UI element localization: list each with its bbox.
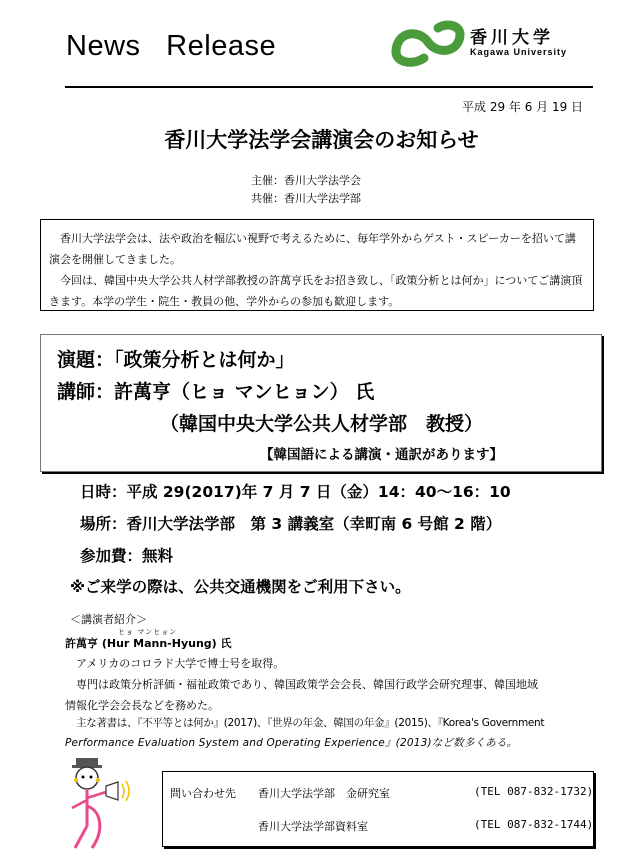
university-name-en: Kagawa University xyxy=(470,47,568,57)
interpretation-note: 【韓国語による講演・通訳があります】 xyxy=(260,447,503,463)
news-release-heading: News Release xyxy=(66,30,277,62)
host-organizer: 主催：香川大学法学会 xyxy=(251,174,361,187)
event-fee: 参加費：無料 xyxy=(80,547,174,565)
profile-line-3: 情報化学会会長などを務めた。 xyxy=(65,699,219,712)
contact-tel-1: (TEL 087-832-1732) xyxy=(474,785,594,798)
profile-line-2: 専門は政策分析評価・福祉政策であり、韓国政策学会会長、韓国行政学会研究理事、韓国地域 xyxy=(76,678,538,691)
university-logo-icon xyxy=(388,18,468,70)
lecture-topic: 演題：「政策分析とは何か」 xyxy=(57,349,295,371)
page-title: 香川大学法学会講演会のお知らせ xyxy=(164,128,479,152)
profile-line-1: アメリカのコロラド大学で博士号を取得。 xyxy=(76,657,285,670)
lecturer-affiliation: （韓国中央大学公共人材学部 教授） xyxy=(160,413,484,435)
university-name-ja: 香川大学 xyxy=(470,28,554,48)
contact-box xyxy=(162,771,594,847)
profile-line-5: Performance Evaluation System and Operating Experience』(2013)など数多くある。 xyxy=(65,737,518,749)
lecturer-name: 講師：許萬亨（ヒョ マンヒョン） 氏 xyxy=(57,381,375,403)
release-date: 平成 29 年 6 月 19 日 xyxy=(462,100,584,114)
mascot-illustration-icon xyxy=(62,756,134,852)
contact-office-2: 香川大学法学部資料室 xyxy=(258,820,368,833)
cohost-organizer: 共催：香川大学法学部 xyxy=(251,192,361,205)
intro-paragraph-2: 今回は、韓国中央大学公共人材学部教授の許萬亨氏をお招き致し、「政策分析とは何か」についてご講演頂きます。本学の学生・院生・教員の他、学外からの参加も歓迎します。 xyxy=(49,274,583,308)
profile-heading: ＜講演者紹介＞ xyxy=(70,613,147,626)
intro-box xyxy=(40,219,594,311)
header-divider xyxy=(65,86,593,88)
intro-paragraph-1: 香川大学法学会は、法や政治を幅広い視野で考えるために、毎年学外からゲスト・スピーカーを招いて講演会を開催してきました。 xyxy=(49,232,576,266)
contact-office-1: 香川大学法学部 金研究室 xyxy=(258,787,390,800)
name-ruby: ヒョ マンヒョン xyxy=(118,628,178,636)
event-datetime: 日時：平成 29(2017)年 7 月 7 日（金）14：40〜16：10 xyxy=(80,483,511,501)
profile-name: 許萬亨 (Hur Mann-Hyung) 氏 xyxy=(65,637,232,650)
profile-line-4: 主な著書は、『不平等とは何か』(2017)、『世界の年金、韓国の年金』(2015)、『Korea's Government xyxy=(76,717,545,729)
transport-notice: ※ご来学の際は、公共交通機関をご利用下さい。 xyxy=(70,578,411,596)
contact-label: 問い合わせ先 xyxy=(170,787,236,800)
event-place: 場所：香川大学法学部 第 3 講義室（幸町南 6 号館 2 階） xyxy=(80,515,502,533)
contact-tel-2: (TEL 087-832-1744) xyxy=(474,818,594,831)
